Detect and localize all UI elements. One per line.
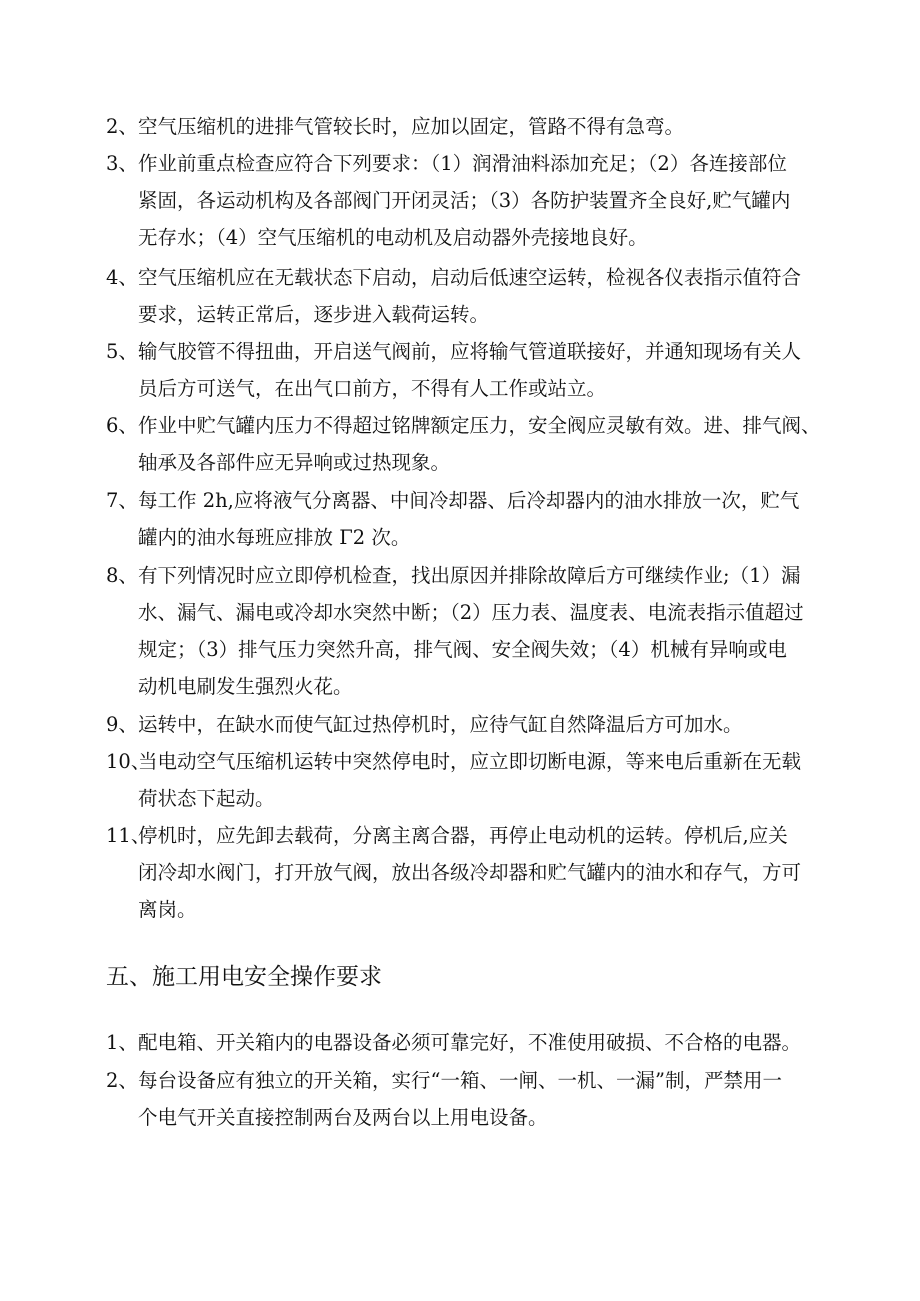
item-number: 9、 [106,713,138,736]
list-item [0,557,920,705]
item-number: 11、 [106,824,151,847]
item-text: 无存水；（4）空气压缩机的电动机及启动器外壳接地良好。 [138,226,648,249]
item-number: 5、 [106,340,138,363]
item-text: 每工作 2h,应将液气分离器、中间冷却器、后冷却器内的油水排放一次，贮气 [138,489,800,512]
list-item [0,1024,920,1061]
item-text: 水、漏气、漏电或冷却水突然中断；（2）压力表、温度表、电流表指示值超过 [138,601,804,624]
item-text: 闭冷却水阀门，打开放气阀，放出各级冷却器和贮气罐内的油水和存气，方可 [138,861,802,884]
item-text: 有下列情况时应立即停机检查，找出原因并排除故障后方可继续作业;（1）漏 [138,564,801,587]
item-text: 作业前重点检查应符合下列要求：（1）润滑油料添加充足；（2）各连接部位 [138,152,787,175]
item-text: 离岗。 [138,898,197,921]
item-text: 轴承及各部件应无异响或过热现象。 [138,451,451,474]
list-item [0,1062,920,1136]
item-text: 停机时，应先卸去载荷，分离主离合器，再停止电动机的运转。停机后,应关 [138,824,788,847]
item-text: 要求，运转正常后，逐步进入载荷运转。 [138,303,490,326]
list-item [0,817,920,928]
item-text: 空气压缩机的进排气管较长时，应加以固定，管路不得有急弯。 [138,115,685,138]
item-text: 作业中贮气罐内压力不得超过铭牌额定压力，安全阀应灵敏有效。进、排气阀、 [138,414,821,437]
item-number: 6、 [106,414,138,437]
item-text: 每台设备应有独立的开关箱，实行“一箱、一闸、一机、一漏”制，严禁用一 [138,1069,782,1092]
section-heading: 五、施工用电安全操作要求 [106,964,382,990]
item-text: 紧固，各运动机构及各部阀门开闭灵活；（3）各防护装置齐全良好,贮气罐内 [138,189,791,212]
list-item [0,482,920,556]
list-item [0,333,920,407]
item-text: 运转中，在缺水而使气缸过热停机时，应待气缸自然降温后方可加水。 [138,713,743,736]
item-text: 员后方可送气，在出气口前方，不得有人工作或站立。 [138,377,607,400]
list-item [0,108,920,145]
list-item [0,706,920,743]
list-item [0,407,920,481]
item-number: 10、 [106,750,151,773]
item-text: 空气压缩机应在无载状态下启动，启动后低速空运转，检视各仪表指示值符合 [138,266,802,289]
item-number: 1、 [106,1031,138,1054]
item-text: 罐内的油水每班应排放 Γ2 次。 [138,526,411,549]
list-item [0,743,920,817]
item-text: 规定；（3）排气压力突然升高，排气阀、安全阀失效；（4）机械有异响或电 [138,638,787,661]
item-text: 输气胶管不得扭曲，开启送气阀前，应将输气管道联接好，并通知现场有关人 [138,340,802,363]
list-item [0,145,920,256]
item-number: 3、 [106,152,138,175]
item-text: 动机电刷发生强烈火花。 [138,675,353,698]
item-number: 8、 [106,564,138,587]
item-text: 个电气开关直接控制两台及两台以上用电设备。 [138,1106,548,1129]
item-text: 当电动空气压缩机运转中突然停电时，应立即切断电源，等来电后重新在无载 [138,750,802,773]
item-number: 2、 [106,115,138,138]
item-number: 4、 [106,266,138,289]
item-text: 配电箱、开关箱内的电器设备必须可靠完好，不准使用破损、不合格的电器。 [138,1031,802,1054]
item-text: 荷状态下起动。 [138,787,275,810]
item-number: 7、 [106,489,138,512]
item-number: 2、 [106,1069,138,1092]
list-item [0,259,920,333]
